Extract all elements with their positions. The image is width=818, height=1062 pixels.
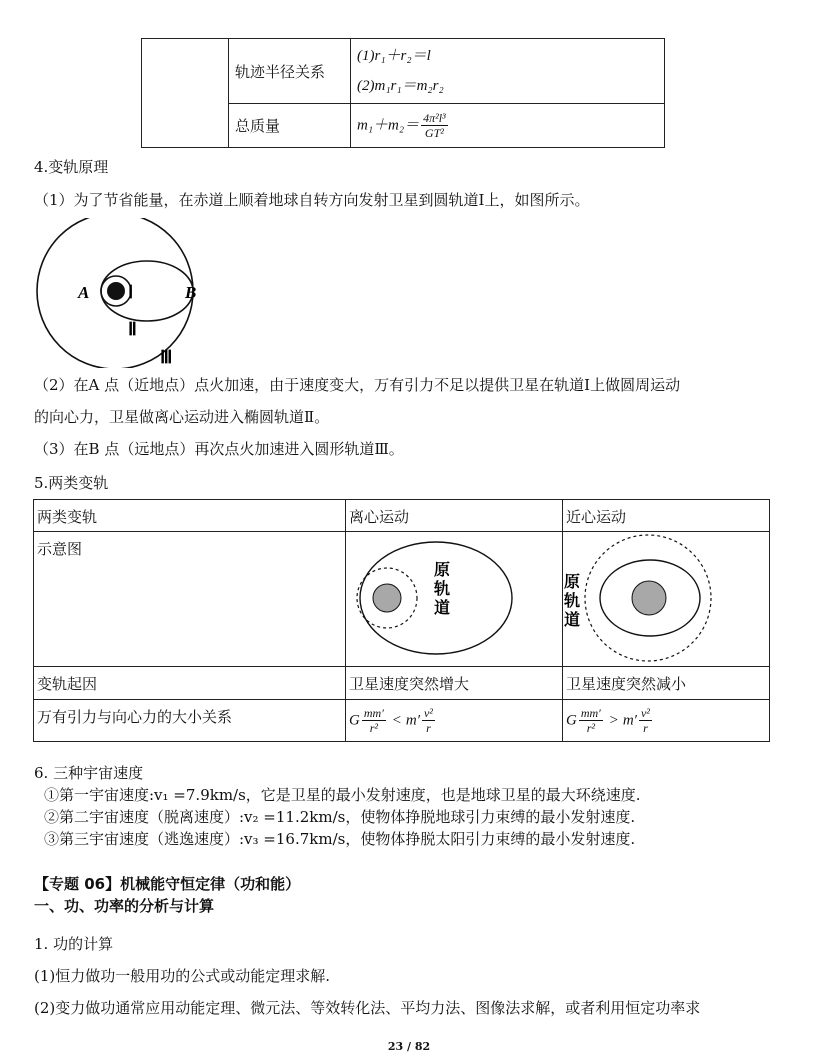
rel-left-G: G [349,712,360,729]
sec4-p2b: 的向心力，卫星做离心运动进入椭圆轨道Ⅱ。 [34,408,330,426]
rel-right-G: G [566,712,577,729]
rel-right-den: r² [586,721,595,735]
rel-right-num: mm′ [580,706,601,720]
topic-l2: (2)变力做功通常应用动能定理、微元法、等效转化法、平均力法、图像法求解，或者利用恒定功率求 [34,999,701,1017]
centrifugal-earth [373,584,401,612]
topic-l1: (1)恒力做功一般用功的公式或动能定理求解. [34,967,331,985]
rel-left-rhs: m′ [405,712,420,729]
rel-right-den2: r [643,721,648,735]
centripetal-label: 原轨道 [563,572,581,629]
sec4-p2a: （2）在A 点（近地点）点火加速，由于速度变大，万有引力不足以提供卫星在轨道Ⅰ上做圆周运动 [34,376,681,394]
sec4-p1: （1）为了节省能量，在赤道上顺着地球自转方向发射卫星到圆轨道Ⅰ上，如图所示。 [34,191,590,209]
mass-label: 总质量 [229,104,351,148]
radius-eq2: (2)m₁r₁＝m₂r₂ [357,78,444,94]
earth [107,282,125,300]
label-B: B [185,283,197,302]
centrifugal-label: 原轨道 [434,560,451,617]
sec6-item-2: ②第二宇宙速度（脱离速度）:v₂ =11.2km/s，使物体挣脱地球引力束缚的最小发射速度. [44,808,636,826]
centripetal-diagram [563,532,769,662]
relation-centrifugal [346,700,563,742]
radius-label: 轨迹半径关系 [229,39,351,104]
topic-h1: 1. 功的计算 [34,935,114,953]
empty-cell [142,39,229,148]
sec6-item-3: ③第三宇宙速度（逃逸速度）:v₃ =16.7km/s，使物体挣脱太阳引力束缚的最小发射速度. [44,830,636,848]
rel-left-num2: v² [423,706,433,720]
row-relation-label: 万有引力与向心力的大小关系 [34,700,346,742]
rel-right-op: > [609,712,619,729]
sec5-title: 5.两类变轨 [34,474,109,492]
header-type: 两类变轨 [34,500,346,532]
cause-centripetal: 卫星速度突然减小 [563,667,770,700]
label-II: Ⅱ [128,319,137,339]
mass-eq-left: m₁＋m₂＝ [357,117,420,134]
rel-left-op: < [392,712,402,729]
row-cause-label: 变轨起因 [34,667,346,700]
relation-centripetal [563,700,770,742]
rel-right-num2: v² [640,706,650,720]
sec6-title: 6. 三种宇宙速度 [34,764,144,782]
sec6-item-1: ①第一宇宙速度:v₁ =7.9km/s，它是卫星的最小发射速度，也是地球卫星的最大环绕速度. [44,786,641,804]
row-diagram-label: 示意图 [34,532,346,667]
page-number: 23 / 82 [387,1040,431,1053]
centripetal-diagram-cell [563,532,770,667]
rel-left-num: mm′ [363,706,384,720]
cause-centrifugal: 卫星速度突然增大 [346,667,563,700]
radius-equations [351,39,665,104]
rel-left-den: r² [369,721,378,735]
mass-equation [351,104,665,148]
header-centrifugal: 离心运动 [346,500,563,532]
rel-right-rhs: m′ [622,712,637,729]
sec4-p3: （3）在B 点（远地点）再次点火加速进入圆形轨道Ⅲ。 [34,440,404,458]
label-III: Ⅲ [160,347,173,367]
centrifugal-diagram-cell [346,532,563,667]
label-A: A [78,283,90,302]
rel-left-den2: r [426,721,431,735]
topic-subtitle: 一、功、功率的分析与计算 [34,897,215,915]
topic-title: 【专题 06】机械能守恒定律（功和能） [34,875,301,893]
orbit-transfer-figure [34,218,204,368]
radius-eq1: (1)r₁＋r₂＝l [357,48,431,64]
orbit-table [141,38,665,148]
centrifugal-diagram [346,532,557,662]
mass-eq-den: GT² [424,126,444,140]
mass-eq-num: 4π²l³ [423,111,446,125]
orbit-change-table [33,499,770,742]
sec4-title: 4.变轨原理 [34,158,109,176]
centripetal-earth [632,581,666,615]
label-I: Ⅰ [128,282,134,302]
header-centripetal: 近心运动 [563,500,770,532]
